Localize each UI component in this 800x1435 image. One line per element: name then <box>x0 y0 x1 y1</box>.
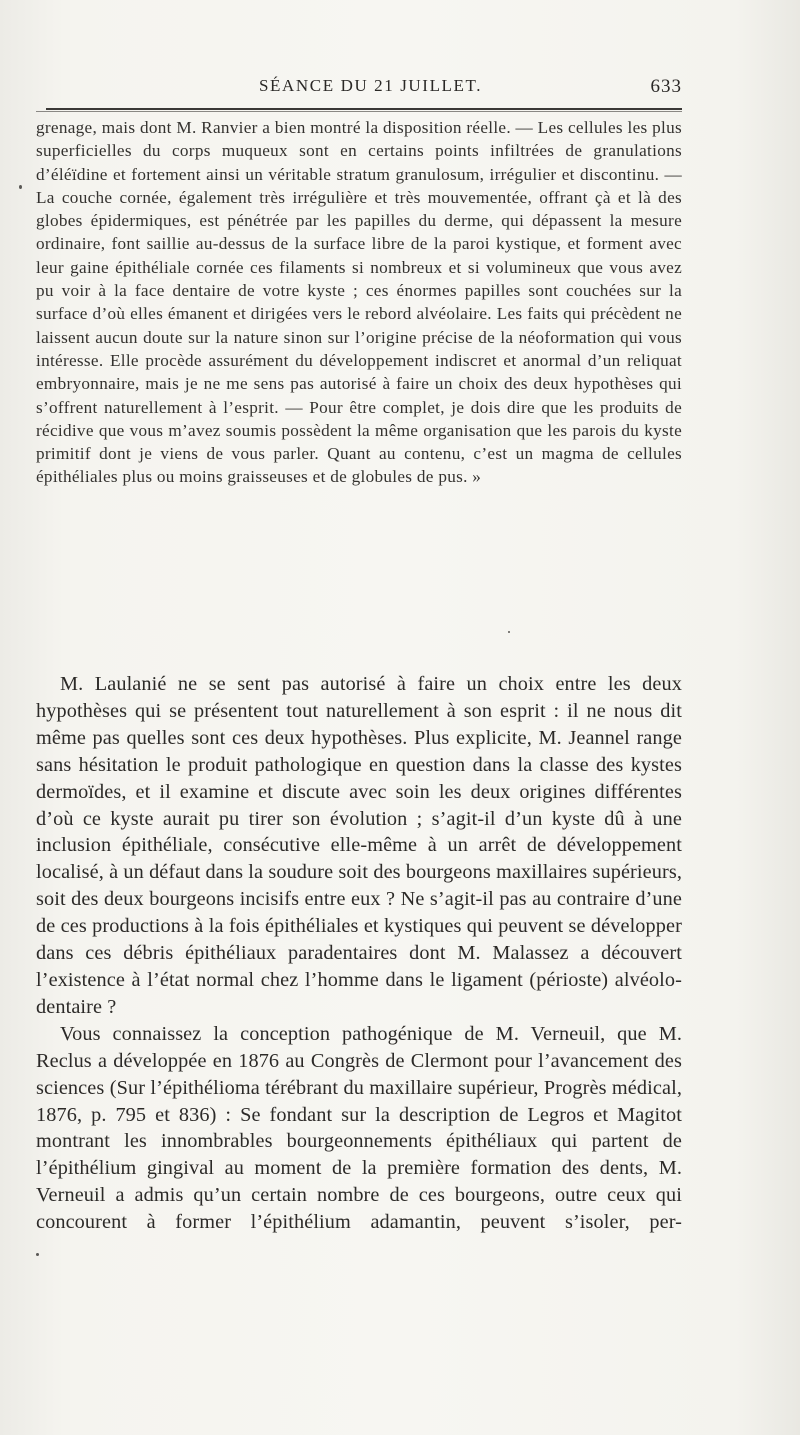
page-number: 633 <box>650 76 682 97</box>
print-speck <box>508 631 510 633</box>
print-speck <box>19 185 22 189</box>
header-rule <box>46 108 682 110</box>
quoted-report <box>36 116 682 489</box>
paragraph-laulanie: M. Laulanié ne se sent pas autorisé à faire un choix entre les deux hypothèses qui se présentent tout naturellement à son esprit : il ne nous dit même pas quelles sont ces deux hypothèses. Plus explicite, M. Jeannel range sans hésitation le produit pathologique en question dans la classe des kystes dermoïdes, et il examine et discute avec soin les deux origines différentes d’où ce kyste aurait pu tirer son évolution ; s’agit-il d’un kyste dû à une inclusion épithéliale, consécutive elle-même à un arrêt de développement localisé, à un défaut dans la soudure soit des bourgeons maxillaires supérieurs, soit des deux bourgeons incisifs entre eux ? Ne s’agit-il pas au contraire d’une de ces productions à la fois épithéliales et kystiques qui peuvent se développer dans ces débris épithéliaux paradentaires dont M. Malassez a découvert l’existence à l’état normal chez l’homme dans le ligament (périoste) alvéolo-dentaire ? <box>36 673 682 1018</box>
print-speck <box>36 1253 39 1256</box>
page-header <box>36 76 682 100</box>
paragraph-verneuil: Vous connaissez la conception pathogénique de M. Verneuil, que M. Reclus a développée en 1876 au Congrès de Clermont pour l’avancement des sciences (Sur l’épithélioma térébrant du maxillaire supérieur, Progrès médical, 1876, p. 795 et 836) : Se fondant sur la description de Legros et Magitot montrant les innombrables bourgeonnements épithéliaux qui partent de l’épithélium gingival au moment de la première formation des dents, M. Verneuil a admis qu’un certain nombre de ces bourgeons, outre ceux qui concourent à former l’épithélium adamantin, peuvent s’isoler, per- <box>36 1022 682 1234</box>
running-head: SÉANCE DU 21 JUILLET. <box>259 76 483 95</box>
quote-paragraph: grenage, mais dont M. Ranvier a bien montré la disposition réelle. — Les cellules les plus superficielles du corps muqueux sont en certains points infiltrées de granulations d’éléïdine et fortement ainsi un véritable stratum granulosum, irrégulier et discontinu. — La couche cornée, également très irrégulière et très mouvementée, offrant çà et là des globes épidermiques, est pénétrée par les papilles du derme, qui dépassent la mesure ordinaire, font saillie au-dessus de la surface libre de la paroi kystique, et forment avec leur gaine épithéliale cornée ces filaments si nombreux et si volumineux que vous avez pu voir à la face dentaire de votre kyste ; ces énormes papilles sont couchées sur la surface d’où elles émanent et dirigées vers le rebord alvéolaire. Les faits qui précèdent ne laissent aucun doute sur la nature sinon sur l’origine précise de la néoformation qui vous intéresse. Elle procède assurément du développement indiscret et anormal d’un reliquat embryonnaire, mais je ne me sens pas autorisé à faire un choix des deux hypothèses qui s’offrent naturellement à l’esprit. — Pour être complet, je dois dire que les produits de récidive que vous m’avez soumis possèdent la même organisation que les parois du kyste primitif dont je viens de vous parler. Quant au contenu, c’est un magma de cellules épithéliales plus ou moins graisseuses et de globules de pus. » <box>36 118 682 487</box>
main-text <box>36 671 682 1236</box>
header-rule-thin <box>36 111 682 112</box>
